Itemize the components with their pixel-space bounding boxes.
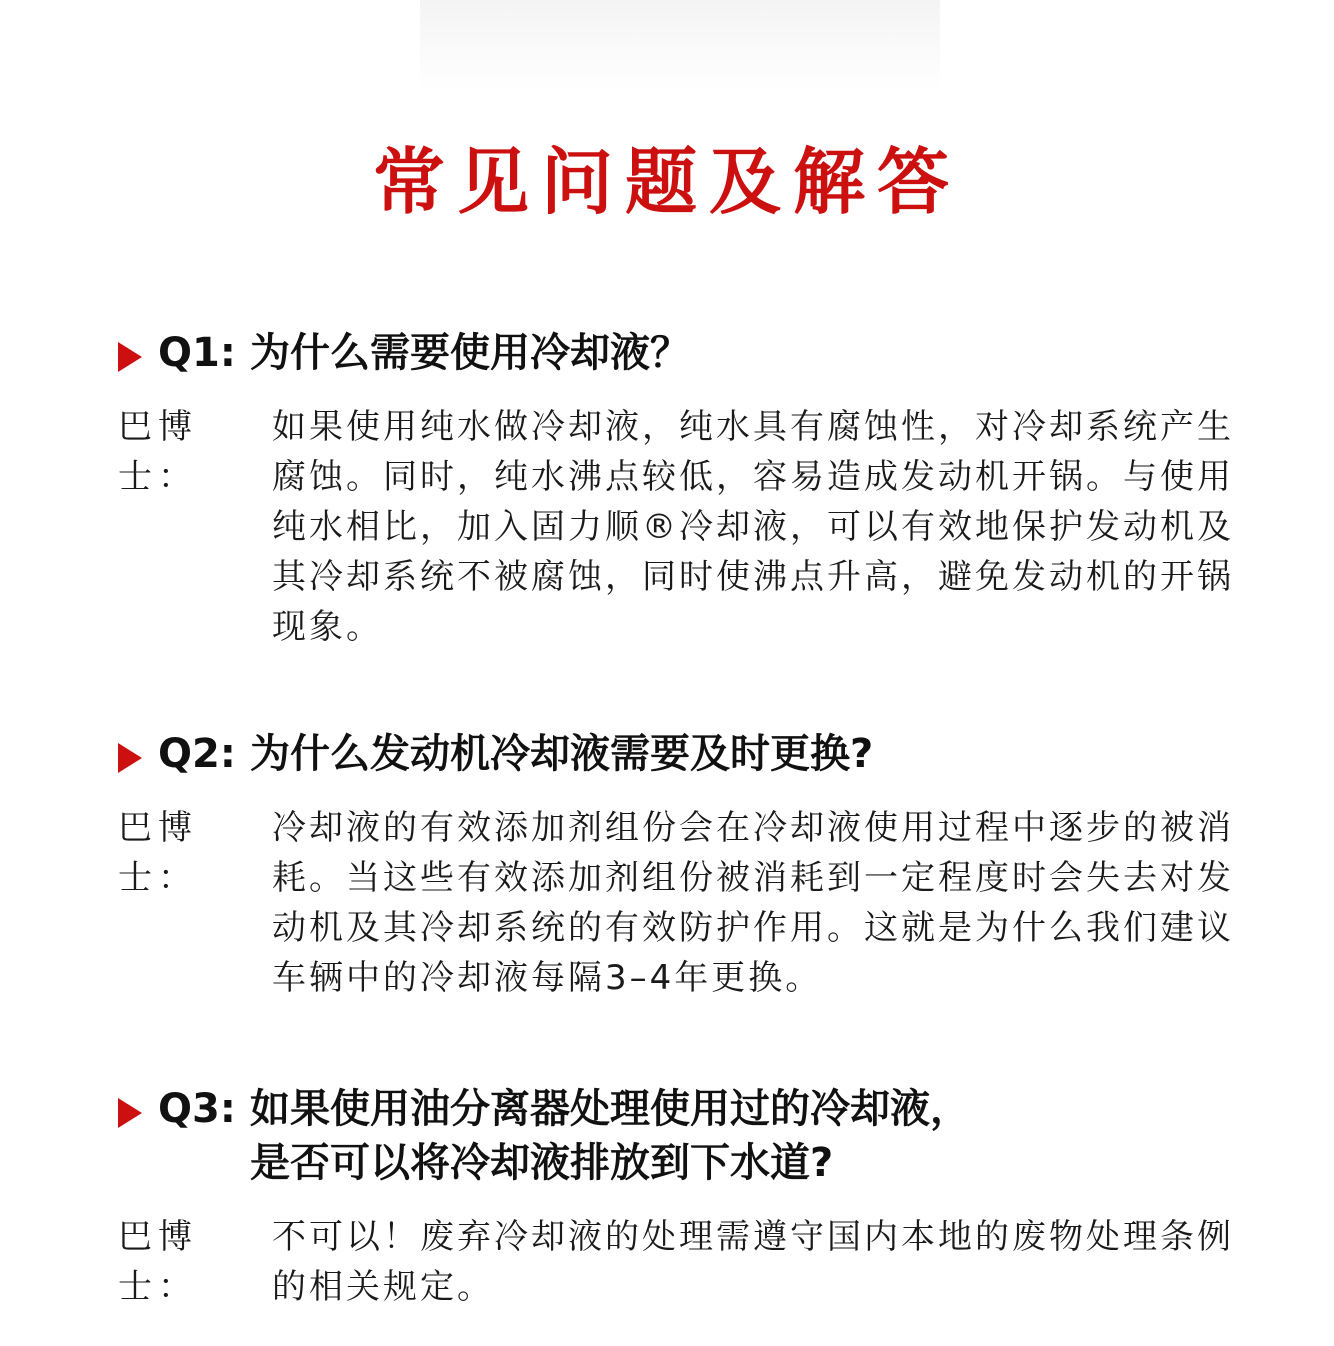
answer-speaker: 巴博士： bbox=[118, 808, 198, 898]
page-title: 常见问题及解答 bbox=[372, 140, 961, 225]
faq-item-1 bbox=[118, 326, 1278, 652]
answer-speaker: 巴博士： bbox=[118, 407, 198, 497]
question-number: Q1: bbox=[158, 330, 236, 376]
answer-speaker: 巴博士： bbox=[118, 1217, 198, 1307]
faq-answer bbox=[118, 803, 1278, 1003]
answer-text: 不可以！废弃冷却液的处理需遵守国内本地的废物处理条例的相关规定。 bbox=[272, 1217, 1234, 1307]
question-text: 为什么发动机冷却液需要及时更换? bbox=[250, 731, 874, 777]
faq-answer bbox=[118, 1212, 1278, 1312]
question-text-line-2: 是否可以将冷却液排放到下水道? bbox=[250, 1140, 834, 1186]
triangle-right-icon bbox=[118, 342, 142, 372]
faq-question bbox=[118, 326, 1278, 380]
question-number: Q3: bbox=[158, 1086, 236, 1132]
faq-question bbox=[118, 727, 1278, 781]
faq-question bbox=[118, 1082, 1278, 1190]
answer-text: 如果使用纯水做冷却液，纯水具有腐蚀性，对冷却系统产生腐蚀。同时，纯水沸点较低，容易造成发动机开锅。与使用纯水相比，加入固力顺®冷却液，可以有效地保护发动机及其冷却系统不被腐蚀，同时使沸点升高，避免发动机的开锅现象。 bbox=[272, 407, 1234, 647]
answer-text: 冷却液的有效添加剂组份会在冷却液使用过程中逐步的被消耗。当这些有效添加剂组份被消耗到一定程度时会失去对发动机及其冷却系统的有效防护作用。这就是为什么我们建议车辆中的冷却液每隔3–4年更换。 bbox=[272, 808, 1234, 998]
question-text-line-1: 如果使用油分离器处理使用过的冷却液， bbox=[250, 1086, 970, 1132]
triangle-right-icon bbox=[118, 1098, 142, 1128]
question-text: 为什么需要使用冷却液？ bbox=[250, 330, 690, 376]
header-image-remnant bbox=[420, 0, 940, 90]
faq-answer bbox=[118, 402, 1278, 652]
faq-item-2 bbox=[118, 727, 1278, 1003]
question-number: Q2: bbox=[158, 731, 236, 777]
faq-item-3 bbox=[118, 1082, 1278, 1312]
triangle-right-icon bbox=[118, 743, 142, 773]
